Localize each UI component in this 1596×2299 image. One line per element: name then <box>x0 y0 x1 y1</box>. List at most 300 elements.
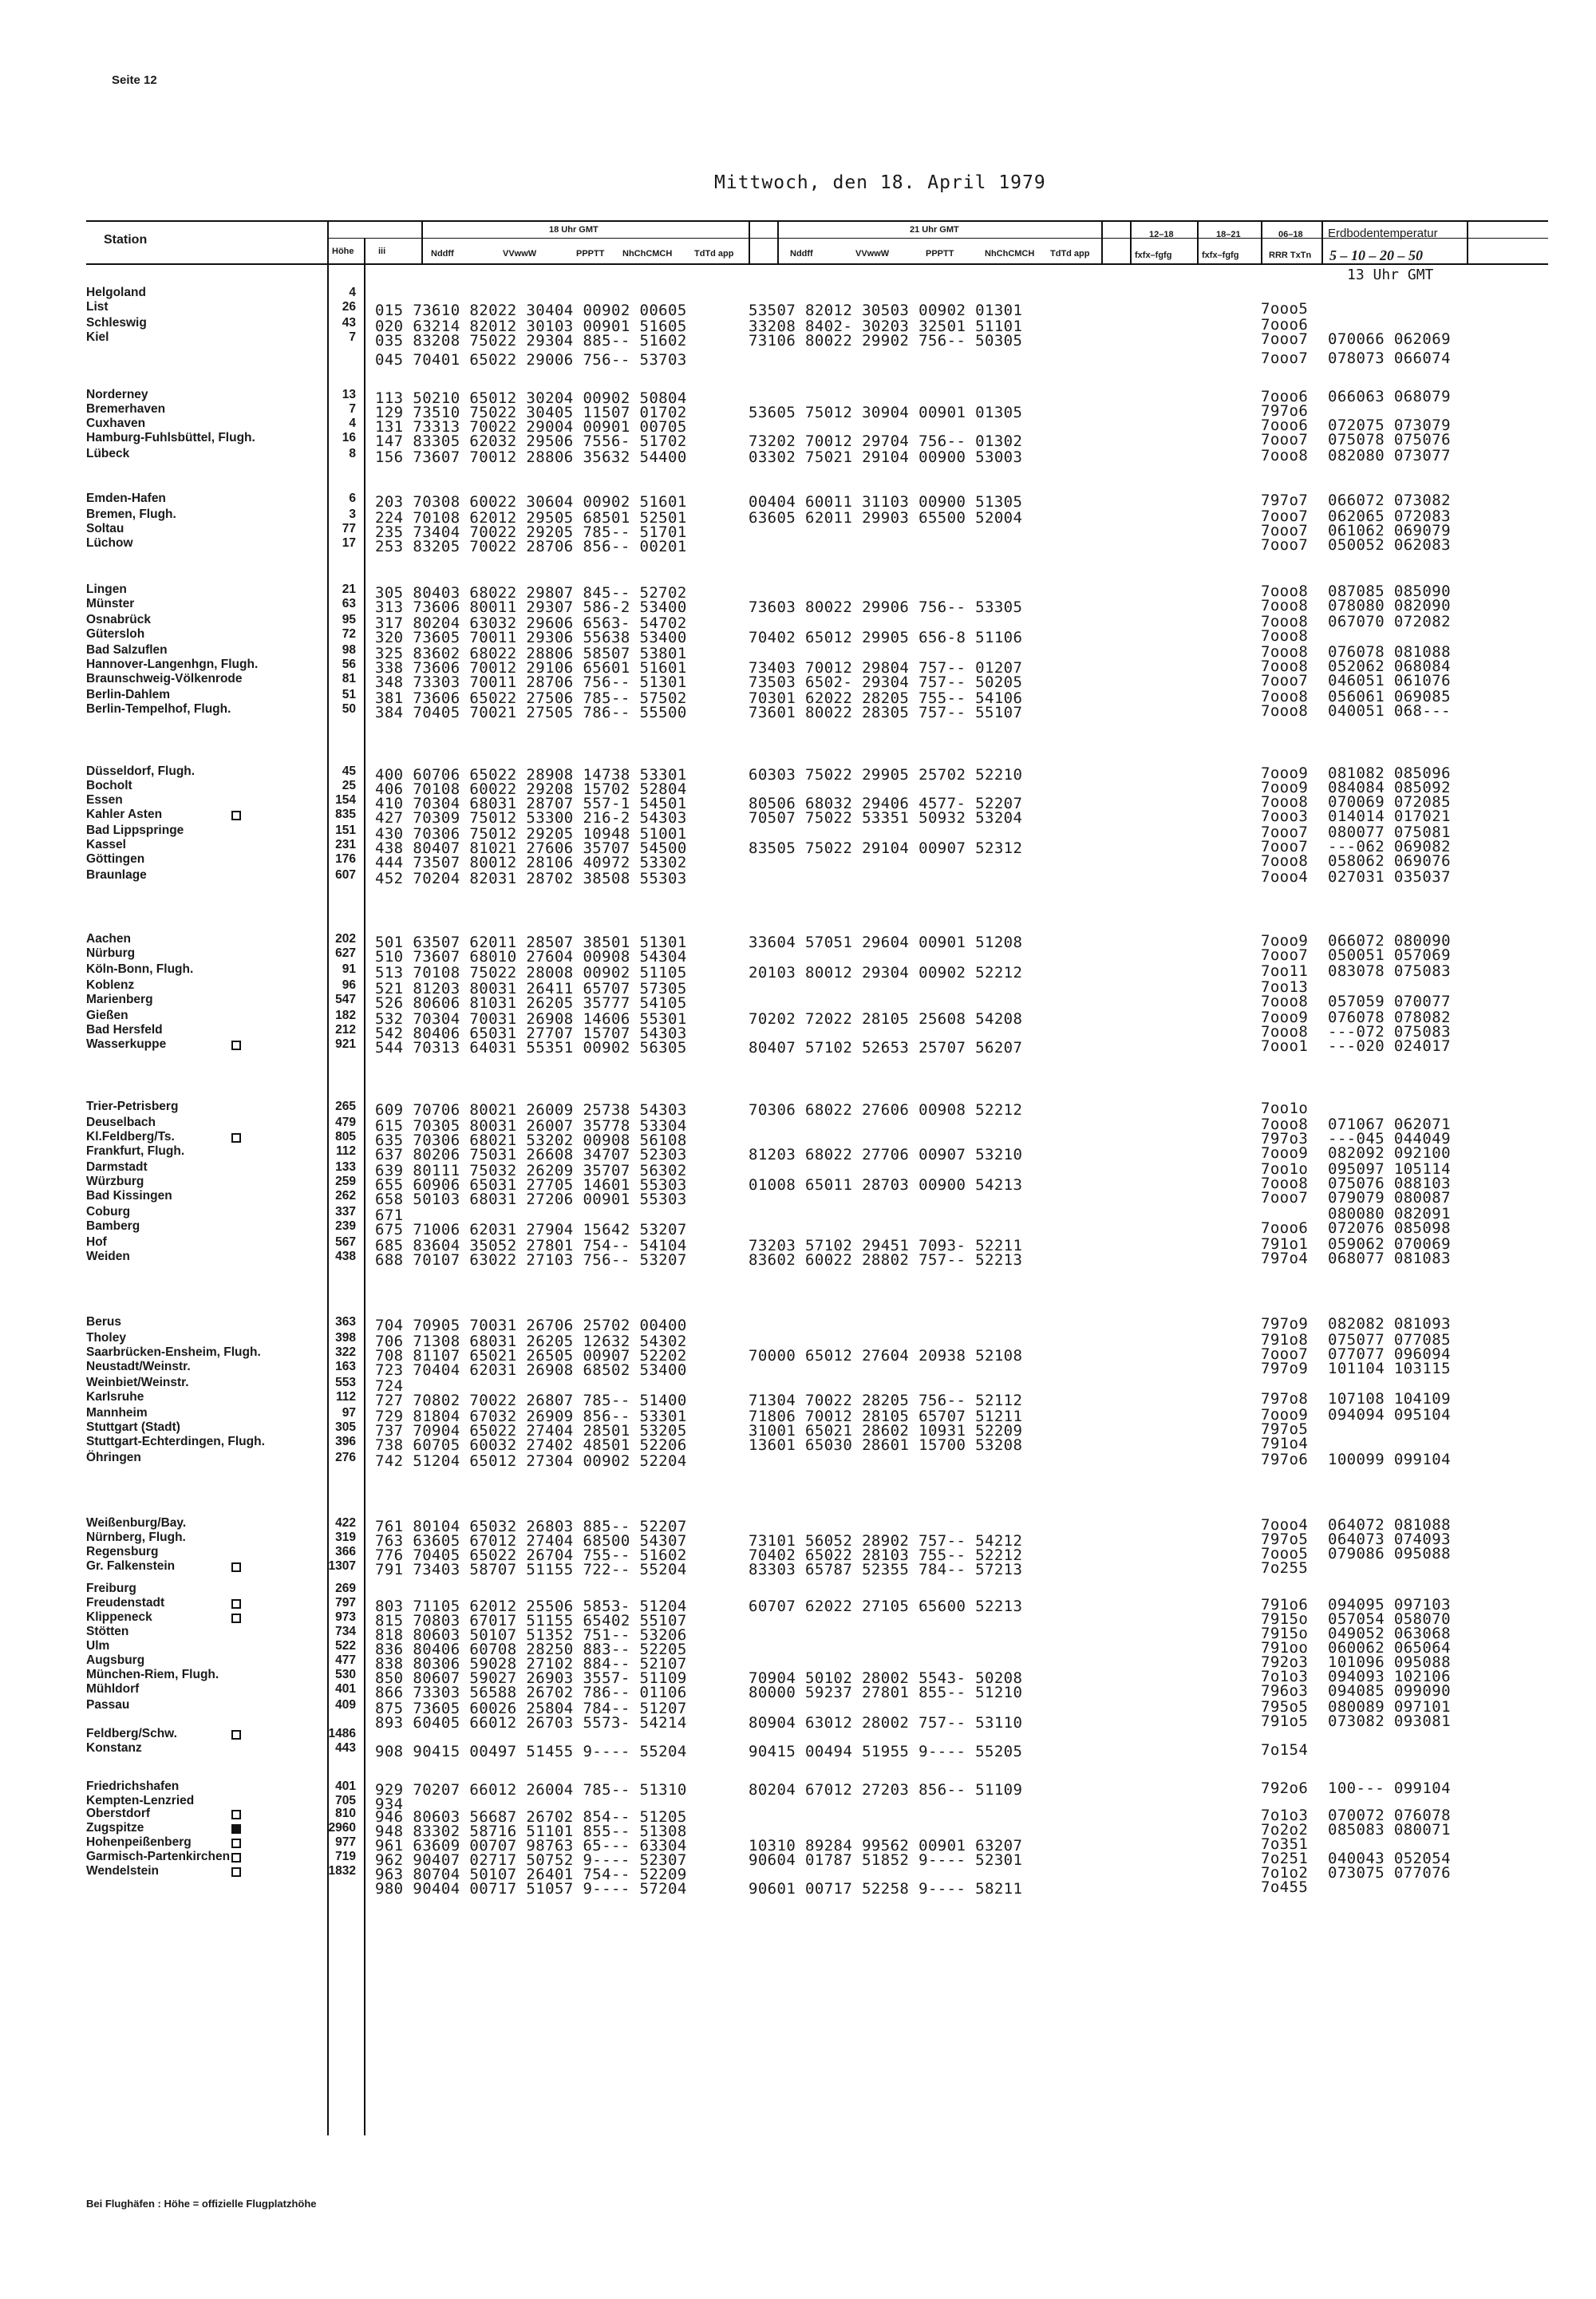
station-hoehe: 259 <box>335 1175 356 1188</box>
soil-temperature: 084084 085092 <box>1328 779 1451 796</box>
station-name: Cuxhaven <box>86 417 146 430</box>
soil-temperature: 070066 062069 <box>1328 330 1451 348</box>
station-name: Deuselbach <box>86 1116 156 1129</box>
obs-18-utc: 542 80406 65031 27707 15707 54303 <box>375 1025 687 1042</box>
extra-group: 7ooo9 <box>1261 932 1309 950</box>
soil-temperature: 067070 072082 <box>1328 613 1451 630</box>
station-hoehe: 797 <box>335 1596 356 1610</box>
soil-temperature: 066072 073082 <box>1328 492 1451 509</box>
extra-group: 7ooo8 <box>1261 1023 1309 1041</box>
obs-21-utc: 80506 68032 29406 4577- 52207 <box>749 795 1023 812</box>
station-name: Bad Lippspringe <box>86 824 184 837</box>
station-hoehe: 1486 <box>328 1727 356 1740</box>
soil-temperature: 070072 076078 <box>1328 1807 1451 1824</box>
station-name: Stuttgart (Stadt) <box>86 1420 180 1434</box>
station-hoehe: 239 <box>335 1219 356 1233</box>
soil-temperature: 095097 105114 <box>1328 1160 1451 1178</box>
station-hoehe: 77 <box>342 522 356 535</box>
station-name: List <box>86 300 109 314</box>
extra-group: 7ooo8 <box>1261 1175 1309 1192</box>
soil-temperature: 079086 095088 <box>1328 1545 1451 1562</box>
station-hoehe: 25 <box>342 779 356 792</box>
extra-group: 7o1o3 <box>1261 1668 1309 1685</box>
station-name: Aachen <box>86 932 131 946</box>
obs-18-utc: 980 90404 00717 51057 9---- 57204 <box>375 1880 687 1898</box>
station-hoehe: 7 <box>349 402 356 416</box>
soil-temperature: 060062 065064 <box>1328 1639 1451 1657</box>
obs-21-utc: 70306 68022 27606 00908 52212 <box>749 1101 1023 1119</box>
station-hoehe: 95 <box>342 613 356 626</box>
obs-18-utc: 338 73606 70012 29106 65601 51601 <box>375 659 687 677</box>
obs-18-utc: 384 70405 70021 27505 786-- 55500 <box>375 704 687 721</box>
extra-group: 7ooo5 <box>1261 1545 1309 1562</box>
obs-18-utc: 427 70309 75012 53300 216-2 54303 <box>375 809 687 827</box>
station-name: Lüchow <box>86 536 133 550</box>
obs-18-utc: 818 80603 50107 51352 751-- 53206 <box>375 1626 687 1644</box>
soil-temperature: 052062 068084 <box>1328 658 1451 675</box>
header-top-line <box>86 220 1548 222</box>
station-hoehe: 479 <box>335 1116 356 1129</box>
station-name: Berlin-Tempelhof, Flugh. <box>86 702 231 716</box>
station-hoehe: 522 <box>335 1639 356 1653</box>
station-name: Essen <box>86 793 123 807</box>
erd-left-line <box>1321 220 1323 265</box>
extra-group: 7ooo8 <box>1261 583 1309 600</box>
station-marker-icon <box>231 1810 241 1819</box>
station-name: Bremen, Flugh. <box>86 508 176 521</box>
soil-temperature: ---045 044049 <box>1328 1130 1451 1148</box>
station-hoehe: 182 <box>335 1009 356 1022</box>
extra-group: 7ooo8 <box>1261 627 1309 645</box>
nddff2-header: Nddff <box>790 249 813 259</box>
station-hoehe: 262 <box>335 1189 356 1203</box>
station-name: Helgoland <box>86 286 146 299</box>
obs-18-utc: 513 70108 75022 28008 00902 51105 <box>375 964 687 982</box>
obs-21-utc: 60303 75022 29905 25702 52210 <box>749 766 1023 784</box>
obs-21-utc: 70301 62022 28205 755-- 54106 <box>749 689 1023 707</box>
soil-temperature: 072076 085098 <box>1328 1219 1451 1237</box>
station-marker-icon <box>231 811 241 820</box>
obs-18-utc: 761 80104 65032 26803 885-- 52207 <box>375 1518 687 1535</box>
obs-18-utc: 020 63214 82012 30103 00901 51605 <box>375 318 687 335</box>
obs-18-utc: 946 80603 56687 26702 854-- 51205 <box>375 1808 687 1826</box>
page-label: Seite 12 <box>112 73 157 87</box>
station-name: Stötten <box>86 1625 129 1638</box>
obs-21-utc: 90415 00494 51955 9---- 55205 <box>749 1743 1023 1760</box>
obs-18-utc: 838 80306 59028 27102 884-- 52107 <box>375 1655 687 1673</box>
extra-group: 7ooo9 <box>1261 1406 1309 1424</box>
extra-group: 7o1o2 <box>1261 1864 1309 1882</box>
obs-18-utc: 430 70306 75012 29205 10948 51001 <box>375 825 687 843</box>
station-name: Feldberg/Schw. <box>86 1727 177 1740</box>
station-name: Saarbrücken-Ensheim, Flugh. <box>86 1345 261 1359</box>
block21-left-line <box>777 220 779 265</box>
extra-group: 797o3 <box>1261 1130 1309 1148</box>
station-hoehe: 422 <box>335 1516 356 1530</box>
station-hoehe: 163 <box>335 1360 356 1373</box>
station-name: Freiburg <box>86 1582 136 1595</box>
station-name: Oberstdorf <box>86 1807 151 1820</box>
p1-left-line <box>1130 220 1132 265</box>
erd-title-header: Erdbodentemperatur <box>1328 227 1438 240</box>
extra-group: 7ooo8 <box>1261 993 1309 1010</box>
time21-header: 21 Uhr GMT <box>910 225 959 235</box>
station-header: Station <box>104 233 148 247</box>
date-line: Mittwoch, den 18. April 1979 <box>714 172 1046 193</box>
station-hoehe: 835 <box>335 808 356 821</box>
obs-18-utc: 224 70108 62012 29505 68501 52501 <box>375 509 687 527</box>
station-name: Hamburg-Fuhlsbüttel, Flugh. <box>86 431 255 444</box>
station-hoehe: 337 <box>335 1205 356 1219</box>
extra-group: 791o5 <box>1261 1712 1309 1730</box>
obs-18-utc: 235 73404 70022 29205 785-- 51701 <box>375 523 687 541</box>
extra-group: 7ooo9 <box>1261 764 1309 782</box>
extra-group: 797o5 <box>1261 1531 1309 1548</box>
station-hoehe: 553 <box>335 1376 356 1389</box>
obs-18-utc: 635 70306 68021 53202 00908 56108 <box>375 1132 687 1149</box>
soil-temperature: 066072 080090 <box>1328 932 1451 950</box>
extra-group: 7ooo8 <box>1261 643 1309 661</box>
extra-group: 7o154 <box>1261 1741 1309 1759</box>
obs-18-utc: 655 60906 65031 27705 14601 55303 <box>375 1176 687 1194</box>
obs-21-utc: 83602 60022 28802 757-- 52213 <box>749 1251 1023 1269</box>
station-name: Lübeck <box>86 447 130 460</box>
extra-group: 791o4 <box>1261 1435 1309 1452</box>
obs-18-utc: 156 73607 70012 28806 35632 54400 <box>375 448 687 466</box>
station-name: Kl.Feldberg/Ts. <box>86 1130 175 1144</box>
soil-temperature: 081082 085096 <box>1328 764 1451 782</box>
station-name: Mühldorf <box>86 1682 140 1696</box>
extra-group: 7ooo8 <box>1261 447 1309 464</box>
station-hoehe: 547 <box>335 993 356 1006</box>
ppptt-header: PPPTT <box>576 249 605 259</box>
extra-group: 7ooo7 <box>1261 1189 1309 1207</box>
extra-group: 7ooo4 <box>1261 1516 1309 1534</box>
obs-18-utc: 313 73606 80011 29307 586-2 53400 <box>375 598 687 616</box>
extra-group: 7ooo8 <box>1261 597 1309 614</box>
obs-18-utc: 723 70404 62031 26908 68502 53400 <box>375 1361 687 1379</box>
obs-18-utc: 737 70904 65022 27404 28501 53205 <box>375 1422 687 1440</box>
sub1-header: fxfx–fgfg <box>1135 251 1172 260</box>
extra-group: 797o9 <box>1261 1360 1309 1377</box>
station-name: Frankfurt, Flugh. <box>86 1144 185 1158</box>
extra-group: 7ooo8 <box>1261 852 1309 870</box>
obs-18-utc: 961 63609 00707 98763 65--- 63304 <box>375 1837 687 1855</box>
station-name: Klippeneck <box>86 1610 152 1624</box>
extra-group: 7o1o3 <box>1261 1807 1309 1824</box>
extra-group: 7ooo7 <box>1261 522 1309 539</box>
extra-group: 7ooo8 <box>1261 793 1309 811</box>
soil-temperature: 075078 075076 <box>1328 431 1451 448</box>
obs-18-utc: 688 70107 63022 27103 756-- 53207 <box>375 1251 687 1269</box>
station-name: Zugspitze <box>86 1821 144 1835</box>
extra-group: 797o6 <box>1261 402 1309 420</box>
extra-group: 7ooo7 <box>1261 946 1309 964</box>
block21-right-line <box>1101 220 1103 265</box>
soil-temperature: 014014 017021 <box>1328 808 1451 825</box>
soil-temperature: 087085 085090 <box>1328 583 1451 600</box>
tt-header: TdTd app <box>694 249 734 259</box>
extra-group: 7ooo3 <box>1261 808 1309 825</box>
obs-21-utc: 73101 56052 28902 757-- 54212 <box>749 1532 1023 1550</box>
obs-18-utc: 962 90407 02717 50752 9---- 52307 <box>375 1851 687 1869</box>
soil-temperature: 040051 068--- <box>1328 702 1451 720</box>
station-name: Berus <box>86 1315 121 1329</box>
obs-18-utc: 875 73605 60026 25804 784-- 51207 <box>375 1700 687 1717</box>
obs-18-utc: 348 73303 70011 28706 756-- 51301 <box>375 674 687 691</box>
extra-group: 7ooo7 <box>1261 838 1309 855</box>
obs-18-utc: 685 83604 35052 27801 754-- 54104 <box>375 1237 687 1254</box>
time18-header: 18 Uhr GMT <box>549 225 598 235</box>
soil-temperature: ---072 075083 <box>1328 1023 1451 1041</box>
soil-temperature: 050052 062083 <box>1328 536 1451 554</box>
soil-temperature: 082082 081093 <box>1328 1315 1451 1333</box>
obs-21-utc: 80204 67012 27203 856-- 51109 <box>749 1781 1023 1799</box>
obs-21-utc: 20103 80012 29304 00902 52212 <box>749 964 1023 982</box>
extra-group: 791oo <box>1261 1639 1309 1657</box>
extra-group: 7ooo9 <box>1261 779 1309 796</box>
obs-21-utc: 70507 75022 53351 50932 53204 <box>749 809 1023 827</box>
extra-group: 7ooo7 <box>1261 330 1309 348</box>
obs-21-utc: 01008 65011 28703 00900 54213 <box>749 1176 1023 1194</box>
extra-group: 797o4 <box>1261 1250 1309 1267</box>
station-hoehe: 322 <box>335 1345 356 1359</box>
obs-21-utc: 73403 70012 29804 757-- 01207 <box>749 659 1023 677</box>
obs-21-utc: 70000 65012 27604 20938 52108 <box>749 1347 1023 1365</box>
soil-temperature: 101096 095088 <box>1328 1653 1451 1671</box>
station-marker-icon <box>231 1867 241 1877</box>
soil-temperature: 094095 097103 <box>1328 1596 1451 1614</box>
extra-group: 7ooo7 <box>1261 350 1309 367</box>
station-hoehe: 409 <box>335 1698 356 1712</box>
station-hoehe: 305 <box>335 1420 356 1434</box>
station-name: Kahler Asten <box>86 808 163 821</box>
soil-temperature: 101104 103115 <box>1328 1360 1451 1377</box>
station-hoehe: 401 <box>335 1682 356 1696</box>
station-marker-icon <box>231 1599 241 1609</box>
soil-temperature: 058062 069076 <box>1328 852 1451 870</box>
station-hoehe: 63 <box>342 597 356 610</box>
soil-temperature: 046051 061076 <box>1328 672 1451 689</box>
period3-header: 06–18 <box>1278 230 1303 239</box>
station-hoehe: 1307 <box>328 1559 356 1573</box>
soil-temperature: 094093 102106 <box>1328 1668 1451 1685</box>
extra-group: 797o6 <box>1261 1451 1309 1468</box>
obs-18-utc: 836 80406 60708 28250 883-- 52205 <box>375 1641 687 1658</box>
obs-21-utc: 73106 80022 29902 756-- 50305 <box>749 332 1023 350</box>
extra-group: 797o5 <box>1261 1420 1309 1438</box>
station-name: Soltau <box>86 522 124 535</box>
station-name: Köln-Bonn, Flugh. <box>86 962 194 976</box>
obs-18-utc: 015 73610 82022 30404 00902 00605 <box>375 302 687 319</box>
station-hoehe: 438 <box>335 1250 356 1263</box>
soil-temperature: 057059 070077 <box>1328 993 1451 1010</box>
station-name: Gütersloh <box>86 627 145 641</box>
extra-group: 7o351 <box>1261 1835 1309 1853</box>
obs-18-utc: 400 60706 65022 28908 14738 53301 <box>375 766 687 784</box>
obs-18-utc: 253 83205 70022 28706 856-- 00201 <box>375 538 687 555</box>
station-name: Wasserkuppe <box>86 1037 167 1051</box>
station-hoehe: 26 <box>342 300 356 314</box>
station-hoehe: 112 <box>335 1390 356 1404</box>
soil-temperature: 064072 081088 <box>1328 1516 1451 1534</box>
soil-temperature: 078073 066074 <box>1328 350 1451 367</box>
erd-note: 13 Uhr GMT <box>1347 267 1434 283</box>
soil-temperature: 082092 092100 <box>1328 1144 1451 1162</box>
station-hoehe: 1832 <box>328 1864 356 1878</box>
station-hoehe: 607 <box>335 868 356 882</box>
extra-group: 7ooo7 <box>1261 536 1309 554</box>
obs-21-utc: 73202 70012 29704 756-- 01302 <box>749 433 1023 450</box>
extra-group: 7ooo8 <box>1261 658 1309 675</box>
station-name: München-Riem, Flugh. <box>86 1668 219 1681</box>
extra-group: 7oo11 <box>1261 962 1309 980</box>
station-hoehe: 2960 <box>328 1821 356 1835</box>
nh-header: NhChCMCH <box>622 249 673 259</box>
station-name: Öhringen <box>86 1451 141 1464</box>
obs-18-utc: 113 50210 65012 30204 00902 50804 <box>375 389 687 407</box>
station-name: Kiel <box>86 330 109 344</box>
obs-18-utc: 410 70304 68031 28707 557-1 54501 <box>375 795 687 812</box>
station-name: Bamberg <box>86 1219 140 1233</box>
station-name: Bocholt <box>86 779 132 792</box>
obs-18-utc: 406 70108 60022 29208 15702 52804 <box>375 780 687 798</box>
station-hoehe: 477 <box>335 1653 356 1667</box>
station-name: Karlsruhe <box>86 1390 144 1404</box>
obs-18-utc: 738 60705 60032 27402 48501 52206 <box>375 1436 687 1454</box>
station-name: Ulm <box>86 1639 110 1653</box>
station-hoehe: 56 <box>342 658 356 671</box>
station-hoehe: 21 <box>342 583 356 596</box>
station-name: Passau <box>86 1698 130 1712</box>
obs-18-utc: 035 83208 75022 29304 885-- 51602 <box>375 332 687 350</box>
station-name: Emden-Hafen <box>86 492 166 505</box>
soil-temperature: 076078 081088 <box>1328 643 1451 661</box>
station-hoehe: 276 <box>335 1451 356 1464</box>
extra-group: 7o255 <box>1261 1559 1309 1577</box>
station-hoehe: 72 <box>342 627 356 641</box>
obs-18-utc: 908 90415 00497 51455 9---- 55204 <box>375 1743 687 1760</box>
obs-18-utc: 526 80606 81031 26205 35777 54105 <box>375 994 687 1012</box>
obs-18-utc: 671 <box>375 1207 404 1224</box>
soil-temperature: 073075 077076 <box>1328 1864 1451 1882</box>
station-hoehe: 51 <box>342 688 356 701</box>
soil-temperature: 075076 088103 <box>1328 1175 1451 1192</box>
soil-temperature: 061062 069079 <box>1328 522 1451 539</box>
station-hoehe: 43 <box>342 316 356 330</box>
soil-temperature: 056061 069085 <box>1328 688 1451 705</box>
soil-temperature: 070069 072085 <box>1328 793 1451 811</box>
obs-21-utc: 33604 57051 29604 00901 51208 <box>749 934 1023 951</box>
obs-18-utc: 963 80704 50107 26401 754-- 52209 <box>375 1866 687 1883</box>
obs-21-utc: 10310 89284 99562 00901 63207 <box>749 1837 1023 1855</box>
soil-temperature: 027031 035037 <box>1328 868 1451 886</box>
iii-left-line <box>364 238 365 2135</box>
soil-temperature: 073082 093081 <box>1328 1712 1451 1730</box>
obs-18-utc: 320 73605 70011 29306 55638 53400 <box>375 629 687 646</box>
station-marker-icon <box>231 1730 241 1740</box>
extra-group: 7ooo8 <box>1261 1116 1309 1133</box>
station-name: Coburg <box>86 1205 131 1219</box>
ppptt2-header: PPPTT <box>926 249 954 259</box>
station-hoehe: 212 <box>335 1023 356 1037</box>
obs-21-utc: 60707 62022 27105 65600 52213 <box>749 1598 1023 1615</box>
wwww-header: VVwwW <box>503 249 537 259</box>
station-hoehe: 231 <box>335 838 356 851</box>
station-name: Nürnberg, Flugh. <box>86 1531 186 1544</box>
station-marker-icon <box>231 1853 241 1863</box>
obs-18-utc: 129 73510 75022 30405 11507 01702 <box>375 404 687 421</box>
station-hoehe: 50 <box>342 702 356 716</box>
station-marker-icon <box>231 1614 241 1623</box>
soil-temperature: 064073 074093 <box>1328 1531 1451 1548</box>
extra-group: 797o9 <box>1261 1315 1309 1333</box>
station-name: Lingen <box>86 583 127 596</box>
station-name: Hof <box>86 1235 107 1249</box>
extra-group: 797o8 <box>1261 1390 1309 1408</box>
station-name: Osnabrück <box>86 613 151 626</box>
obs-18-utc: 706 71308 68031 26205 12632 54302 <box>375 1333 687 1350</box>
extra-group: 7oo1o <box>1261 1100 1309 1117</box>
station-hoehe: 265 <box>335 1100 356 1113</box>
station-hoehe: 98 <box>342 643 356 657</box>
obs-18-utc: 147 83305 62032 29506 7556- 51702 <box>375 433 687 450</box>
station-name: Tholey <box>86 1331 126 1345</box>
soil-temperature: 078080 082090 <box>1328 597 1451 614</box>
station-hoehe: 154 <box>335 793 356 807</box>
iii-header: iii <box>378 247 386 256</box>
obs-18-utc: 742 51204 65012 27304 00902 52204 <box>375 1452 687 1470</box>
sub2-header: fxfx–fgfg <box>1202 251 1239 260</box>
obs-18-utc: 866 73303 56588 26702 786-- 01106 <box>375 1684 687 1701</box>
obs-21-utc: 13601 65030 28601 15700 53208 <box>749 1436 1023 1454</box>
station-name: Münster <box>86 597 135 610</box>
block18-right-line <box>749 220 750 265</box>
soil-temperature: ---020 024017 <box>1328 1037 1451 1055</box>
station-hoehe: 269 <box>335 1582 356 1595</box>
station-hoehe: 627 <box>335 946 356 960</box>
obs-21-utc: 70402 65022 28103 755-- 52212 <box>749 1546 1023 1564</box>
station-name: Schleswig <box>86 316 147 330</box>
extra-group: 7ooo7 <box>1261 1345 1309 1363</box>
erd-right-line <box>1467 220 1468 265</box>
station-name: Mannheim <box>86 1406 148 1420</box>
obs-18-utc: 776 70405 65022 26704 755-- 51602 <box>375 1546 687 1564</box>
obs-21-utc: 80904 63012 28002 757-- 53110 <box>749 1714 1023 1732</box>
obs-21-utc: 71304 70022 28205 756-- 52112 <box>749 1392 1023 1409</box>
station-hoehe: 13 <box>342 388 356 401</box>
extra-group: 7ooo8 <box>1261 702 1309 720</box>
extra-group: 7oo1o <box>1261 1160 1309 1178</box>
station-name: Göttingen <box>86 852 145 866</box>
obs-21-utc: 33208 8402- 30203 32501 51101 <box>749 318 1023 335</box>
extra-group: 7o251 <box>1261 1850 1309 1867</box>
extra-group: 7o2o2 <box>1261 1821 1309 1839</box>
obs-18-utc: 803 71105 62012 25506 5853- 51204 <box>375 1598 687 1615</box>
soil-temperature: 066063 068079 <box>1328 388 1451 405</box>
obs-18-utc: 791 73403 58707 51155 722-- 55204 <box>375 1561 687 1578</box>
station-name: Koblenz <box>86 978 135 992</box>
obs-21-utc: 31001 65021 28602 10931 52209 <box>749 1422 1023 1440</box>
p2-left-line <box>1197 220 1199 265</box>
extra-group: 7ooo6 <box>1261 417 1309 434</box>
obs-21-utc: 83505 75022 29104 00907 52312 <box>749 839 1023 857</box>
obs-18-utc: 948 83302 58716 51101 855-- 51308 <box>375 1823 687 1840</box>
extra-group: 7ooo9 <box>1261 1144 1309 1162</box>
obs-21-utc: 71806 70012 28105 65707 51211 <box>749 1408 1023 1425</box>
footnote: Bei Flughäfen : Höhe = offizielle Flugplatzhöhe <box>86 2198 317 2210</box>
station-name: Weißenburg/Bay. <box>86 1516 187 1530</box>
